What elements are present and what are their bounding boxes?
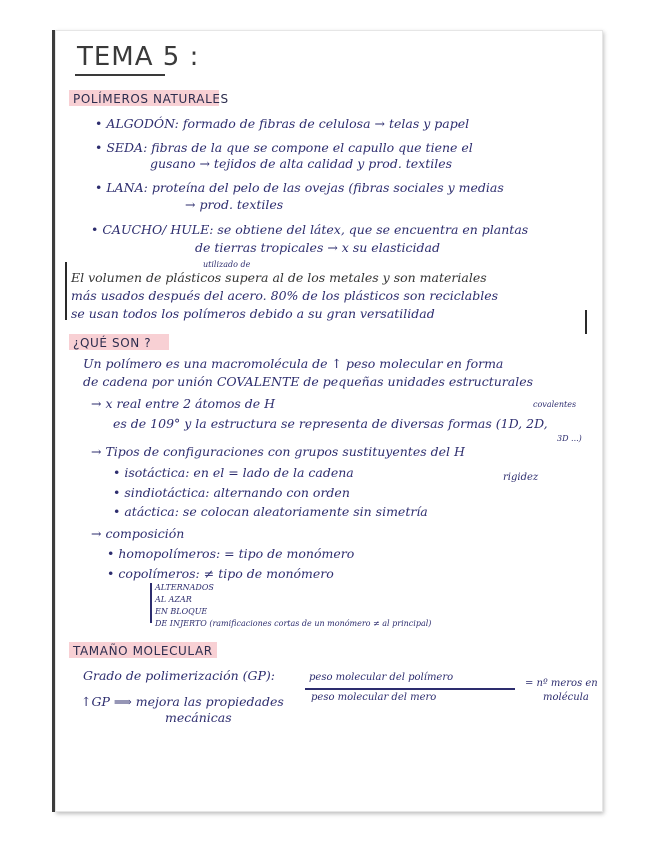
bracket-arrow: [150, 583, 152, 623]
note-line: más usados después del acero. 80% de los plásticos son reciclables: [71, 288, 499, 303]
list-item: DE INJERTO (ramificaciones cortas de un monómero ≠ al principal): [155, 619, 432, 628]
section-heading-polimeros: POLÍMEROS NATURALES: [73, 92, 229, 106]
note-line: Un polímero es una macromolécula de ↑ peso molecular en forma: [83, 356, 504, 371]
list-item: EN BLOQUE: [155, 607, 208, 616]
note-line: Grado de polimerización (GP):: [83, 668, 275, 683]
note-line: → composición: [91, 526, 185, 541]
annotation: covalentes: [533, 400, 577, 409]
fraction-result: = nº meros en: [525, 678, 598, 689]
note-line: • copolímeros: ≠ tipo de monómero: [107, 566, 334, 581]
note-line: → Tipos de configuraciones con grupos sustituyentes del H: [91, 444, 465, 459]
list-item: AL AZAR: [155, 595, 192, 604]
note-line: de cadena por unión COVALENTE de pequeñas unidades estructurales: [83, 374, 534, 389]
box-border-left: [65, 262, 67, 320]
note-line: es de 109° y la estructura se representa de diversas formas (1D, 2D,: [113, 416, 548, 431]
note-line: → x real entre 2 átomos de H: [91, 396, 276, 411]
annotation: rigidez: [503, 472, 539, 483]
note-line: • SEDA: fibras de la que se compone el capullo que tiene el: [95, 140, 473, 155]
note-line: • LANA: proteína del pelo de las ovejas (fibras sociales y medias: [95, 180, 504, 195]
page-title: TEMA 5 :: [77, 42, 200, 72]
note-line: • CAUCHO/ HULE: se obtiene del látex, que se encuentra en plantas: [91, 222, 529, 237]
note-line: se usan todos los polímeros debido a su gran versatilidad: [71, 306, 435, 321]
note-line: gusano → tejidos de alta calidad y prod. textiles: [150, 156, 453, 171]
fraction-bar: [305, 688, 515, 690]
annotation: 3D ...): [557, 434, 582, 443]
note-line: mecánicas: [165, 710, 232, 725]
note-line: ↑GP ⟹ mejora las propiedades: [81, 694, 284, 709]
fraction-result-line2: molécula: [543, 692, 589, 703]
note-line: • homopolímeros: = tipo de monómero: [107, 546, 355, 561]
section-heading-que-son: ¿QUÉ SON ?: [73, 336, 152, 350]
box-border-right: [585, 310, 587, 334]
note-line: • isotáctica: en el = lado de la cadena: [113, 465, 354, 480]
fraction-numerator: peso molecular del polímero: [309, 672, 454, 683]
notebook-page: [55, 30, 603, 812]
fraction-denominator: peso molecular del mero: [311, 692, 437, 703]
note-line: • ALGODÓN: formado de fibras de celulosa → telas y papel: [95, 116, 470, 131]
annotation: utilizado de: [203, 260, 251, 269]
note-line: de tierras tropicales → x su elasticidad: [195, 240, 440, 255]
title-underline: [75, 74, 165, 76]
note-line: → prod. textiles: [185, 197, 284, 212]
note-line: • atáctica: se colocan aleatoriamente sin simetría: [113, 504, 428, 519]
list-item: ALTERNADOS: [155, 583, 214, 592]
note-line: El volumen de plásticos supera al de los metales y son materiales: [71, 270, 487, 285]
note-line: • sindiotáctica: alternando con orden: [113, 485, 350, 500]
section-heading-tamano: TAMAÑO MOLECULAR: [73, 644, 213, 658]
